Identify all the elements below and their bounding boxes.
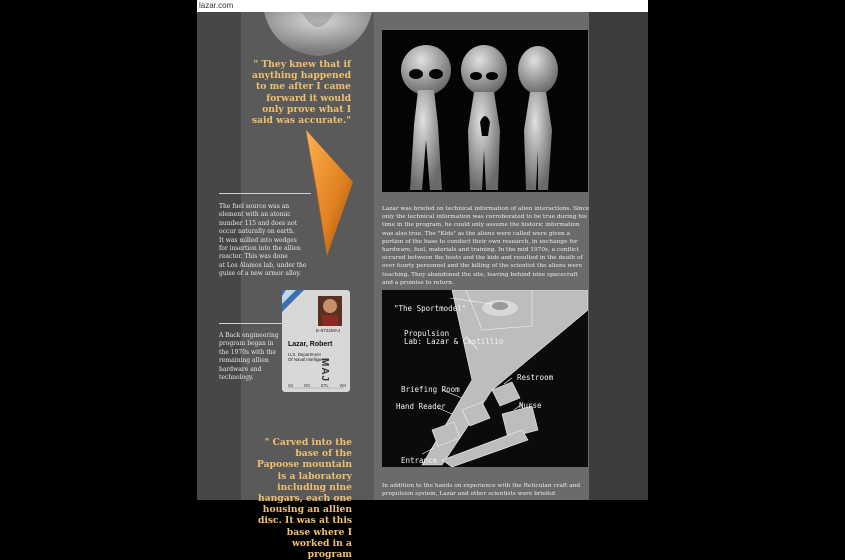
back-engineering-note: A Back engineering program began in the 1970s with the remaining allien hardware and technology. (219, 332, 279, 382)
s4-base-floorplan-diagram (382, 290, 588, 467)
right-column-band (589, 12, 648, 500)
diagram-label-restroom: Restroom (517, 373, 554, 382)
id-badge-code: S4 (288, 383, 294, 388)
id-badge-code: DS (304, 383, 310, 388)
diagram-label-hand-reader: Hand Reader (396, 402, 446, 411)
fuel-source-note: The fuel source was an element with an atomic number 115 and does not occur naturally on earth. It was milled into wedges for insertion into the allien reactor. This was done at Los Alamos lab, under the guise of a new armor alloy. (219, 203, 307, 278)
diagram-label-entrance: Entrance (401, 456, 438, 465)
briefing-paragraph: Lazar was briefed on technical information of alien interactions. Since only the technical information was corroborated to be true during his time in the program, he could only assume the historic information was also true. The "Kids" as the aliens were called were given a portion of the base to conduct their own research, in exchange for hardware, fuel, materials and training. In the mid 1970s, a conflict occured between the hosts and the kids and resulted in the death of over fourty personnel and the killing of the scientist the aliens were teaching. They abandoned the site, leaving behind nine spacecraft and a promise to return. (382, 206, 590, 286)
id-badge-code: W4 (339, 383, 346, 388)
diagram-label-propulsion-lab: Propulsion Lab: Lazar & Castillio (404, 329, 504, 346)
id-badge-code: ETL (320, 383, 329, 388)
id-badge-name: Lazar, Robert (288, 341, 333, 348)
alien-head-graphic (262, 12, 374, 56)
id-badge-codes (288, 383, 346, 388)
diagram-label-briefing-room: Briefing Room (401, 385, 460, 394)
diagram-label-sportmodel: "The Sportmodel" (394, 304, 467, 313)
divider-rule-fuel (219, 193, 311, 194)
browser-url-bar[interactable] (197, 0, 648, 12)
id-badge-number: E-6722MAJ (316, 328, 341, 333)
divider-rule-back-engineering (219, 323, 289, 324)
three-aliens-photo (382, 30, 588, 192)
diagram-label-nurse: Nurse (519, 401, 542, 410)
quote-papoose-mountain: " Carved into the base of the Papoose mountain is a laboratory including nine hangars, each one housing an allien disc. It was at this base where I worked in a program (256, 437, 352, 560)
hands-on-paragraph: In addition to the hands on experience with the Reticulan craft and propulsion system, Lazar and other scientists were briefed (382, 483, 581, 498)
id-badge-vertical-logo: MAJ (319, 358, 330, 383)
url-text: lazar.com (199, 1, 234, 10)
quote-came-forward: " They knew that if anything happened to me after I came forward it would only prove what I said was accurate." (251, 59, 351, 127)
id-badge-department: U.S. Department Of Naval Intelligence (288, 352, 329, 363)
